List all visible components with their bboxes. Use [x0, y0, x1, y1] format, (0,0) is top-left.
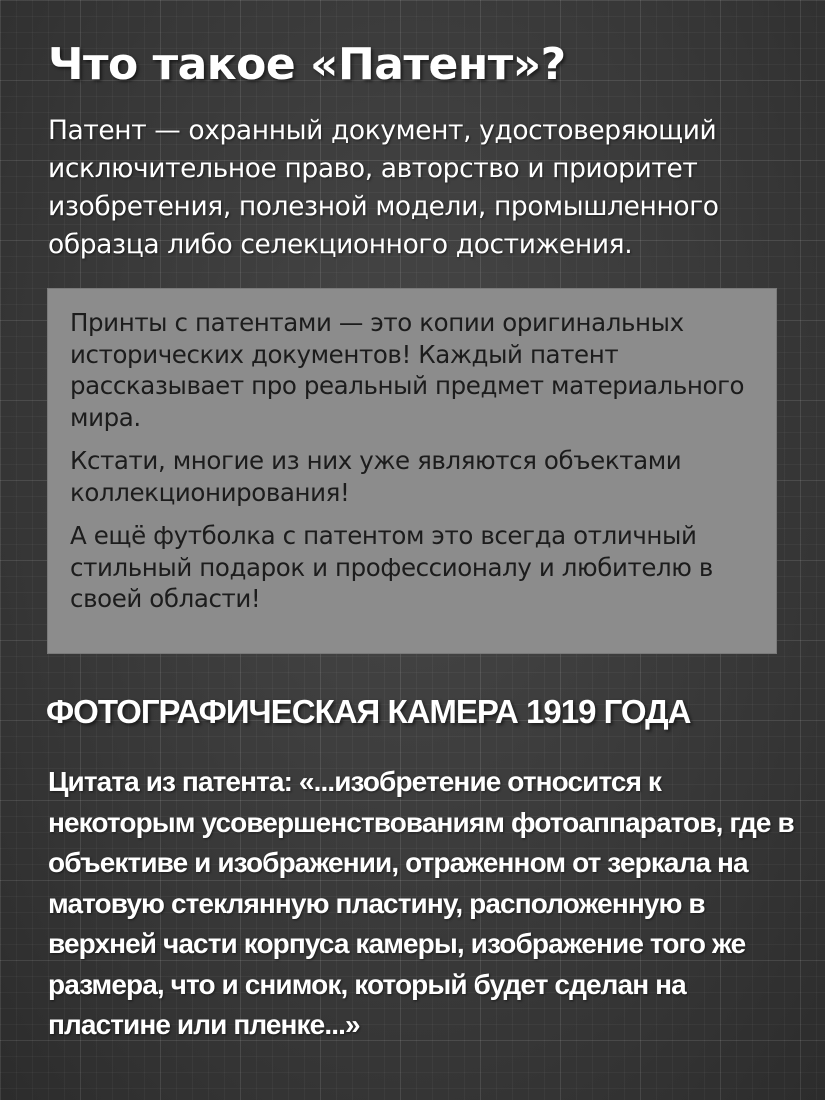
info-paragraph-gift: А ещё футболка с патентом это всегда отличный стильный подарок и профессионалу и любителю в своей области! [70, 521, 713, 613]
page-title: Что такое «Патент»? [48, 39, 566, 90]
patent-definition: Патент — охранный документ, удостоверяющий исключительное право, авторство и приоритет изобретения, полезной модели, промышленного образца либо селекционного достижения. [48, 115, 719, 260]
info-paragraph-prints: Принты с патентами — это копии оригинальных исторических документов! Каждый патент рассказывает про реальный предмет материального мира. [70, 308, 745, 432]
info-paragraph-collecting: Кстати, многие из них уже являются объектами коллекционирования! [70, 446, 682, 507]
section-heading: ФОТОГРАФИЧЕСКАЯ КАМЕРА 1919 ГОДА [46, 693, 691, 730]
info-box [47, 288, 777, 654]
patent-quote: Цитата из патента: «...изобретение относится к некоторым усовершенствованиям фотоаппаратов, где в объективе и изображении, отраженном от зеркала на матовую стеклянную пластину, расположенную в верхней части корпуса камеры, изображение того же размера, что и снимок, который будет сделан на пластине или пленке...» [48, 766, 794, 1040]
